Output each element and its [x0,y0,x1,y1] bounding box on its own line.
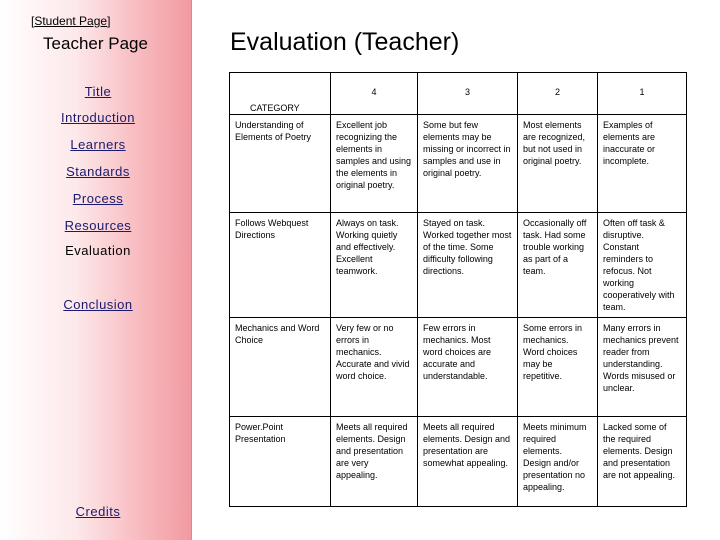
rubric-cell: Many errors in mechanics prevent reader from understanding. Words misused or unclear. [598,318,687,417]
nav-evaluation: Evaluation [65,243,131,258]
rubric-cell: Some errors in mechanics. Word choices may be repetitive. [518,318,598,417]
page-title: Evaluation (Teacher) [230,28,460,56]
sidebar-heading: Teacher Page [43,34,148,53]
rubric-cell: Meets all required elements. Design and presentation are somewhat appealing. [418,417,518,507]
breadcrumb-open: [ [31,14,35,28]
sidebar [0,0,192,540]
rubric-cell: Occasionally off task. Had some trouble working as part of a team. [518,213,598,318]
nav-conclusion[interactable]: Conclusion [63,297,133,312]
table-row [230,115,687,213]
nav-title[interactable]: Title [84,84,112,99]
table-row [230,318,687,417]
row-category: Mechanics and Word Choice [230,318,331,417]
rubric-cell: Very few or no errors in mechanics. Accurate and vivid word choice. [331,318,418,417]
score-header: 2 [518,73,598,115]
rubric-cell: Excellent job recognizing the elements in samples and using the elements in original poetry. [331,115,418,213]
category-header: CATEGORY [230,73,331,115]
row-category: Understanding of Elements of Poetry [230,115,331,213]
nav-learners[interactable]: Learners [70,137,126,152]
rubric-cell: Always on task. Working quietly and effectively. Excellent teamwork. [331,213,418,318]
rubric-cell: Few errors in mechanics. Most word choices are accurate and understandable. [418,318,518,417]
row-category: Follows Webquest Directions [230,213,331,318]
rubric-header-row [230,73,687,115]
student-page-link[interactable]: Student Page [34,14,108,28]
nav-process[interactable]: Process [72,191,124,206]
rubric-cell: Meets all required elements. Design and presentation are very appealing. [331,417,418,507]
rubric-cell: Most elements are recognized, but not used in original poetry. [518,115,598,213]
row-category: Power.Point Presentation [230,417,331,507]
nav-resources[interactable]: Resources [64,218,132,233]
rubric-table [229,72,687,507]
rubric-cell: Lacked some of the required elements. Design and presentation are not appealing. [598,417,687,507]
rubric-cell: Meets minimum required elements. Design and/or presentation no appealing. [518,417,598,507]
nav-standards[interactable]: Standards [66,164,130,179]
breadcrumb-close: ] [107,14,111,28]
breadcrumb [31,14,110,28]
rubric-cell: Some but few elements may be missing or incorrect in samples and use in original poetry. [418,115,518,213]
score-header: 3 [418,73,518,115]
score-header: 1 [598,73,687,115]
rubric-cell: Stayed on task. Worked together most of the time. Some difficulty following directions. [418,213,518,318]
rubric-cell: Often off task & disruptive. Constant reminders to refocus. Not working cooperatively with team. [598,213,687,318]
rubric-cell: Examples of elements are inaccurate or incomplete. [598,115,687,213]
score-header: 4 [331,73,418,115]
table-row [230,417,687,507]
nav-credits[interactable]: Credits [75,504,121,519]
nav-introduction[interactable]: Introduction [61,110,135,125]
table-row [230,213,687,318]
